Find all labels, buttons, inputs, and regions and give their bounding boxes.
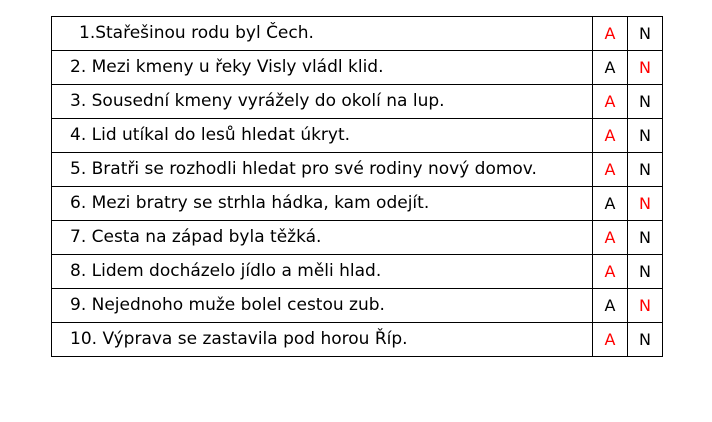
quiz-statement: 7. Cesta na západ byla těžká. xyxy=(52,221,593,255)
answer-n-option[interactable]: N xyxy=(628,187,663,221)
quiz-row xyxy=(52,221,663,255)
answer-a-option[interactable]: A xyxy=(593,17,628,51)
quiz-statement: 6. Mezi bratry se strhla hádka, kam odejít. xyxy=(52,187,593,221)
quiz-statement: 1.Stařešinou rodu byl Čech. xyxy=(52,17,593,51)
quiz-statement: 9. Nejednoho muže bolel cestou zub. xyxy=(52,289,593,323)
answer-a-option[interactable]: A xyxy=(593,187,628,221)
answer-n-option[interactable]: N xyxy=(628,85,663,119)
answer-a-option[interactable]: A xyxy=(593,221,628,255)
answer-a-option[interactable]: A xyxy=(593,85,628,119)
answer-n-option[interactable]: N xyxy=(628,289,663,323)
quiz-row xyxy=(52,153,663,187)
quiz-statement: 2. Mezi kmeny u řeky Visly vládl klid. xyxy=(52,51,593,85)
answer-n-option[interactable]: N xyxy=(628,221,663,255)
quiz-row xyxy=(52,289,663,323)
quiz-row xyxy=(52,323,663,357)
quiz-row xyxy=(52,119,663,153)
answer-a-option[interactable]: A xyxy=(593,289,628,323)
answer-n-option[interactable]: N xyxy=(628,153,663,187)
answer-n-option[interactable]: N xyxy=(628,119,663,153)
quiz-statement: 10. Výprava se zastavila pod horou Říp. xyxy=(52,323,593,357)
quiz-row xyxy=(52,85,663,119)
quiz-statement: 8. Lidem docházelo jídlo a měli hlad. xyxy=(52,255,593,289)
answer-n-option[interactable]: N xyxy=(628,255,663,289)
answer-a-option[interactable]: A xyxy=(593,255,628,289)
answer-n-option[interactable]: N xyxy=(628,51,663,85)
quiz-row xyxy=(52,51,663,85)
true-false-quiz-table xyxy=(51,16,663,357)
answer-a-option[interactable]: A xyxy=(593,323,628,357)
answer-a-option[interactable]: A xyxy=(593,153,628,187)
quiz-statement: 3. Sousední kmeny vyrážely do okolí na lup. xyxy=(52,85,593,119)
quiz-row xyxy=(52,187,663,221)
quiz-statement: 5. Bratři se rozhodli hledat pro své rodiny nový domov. xyxy=(52,153,593,187)
quiz-row xyxy=(52,17,663,51)
answer-n-option[interactable]: N xyxy=(628,323,663,357)
quiz-row xyxy=(52,255,663,289)
answer-a-option[interactable]: A xyxy=(593,51,628,85)
answer-a-option[interactable]: A xyxy=(593,119,628,153)
quiz-statement: 4. Lid utíkal do lesů hledat úkryt. xyxy=(52,119,593,153)
answer-n-option[interactable]: N xyxy=(628,17,663,51)
